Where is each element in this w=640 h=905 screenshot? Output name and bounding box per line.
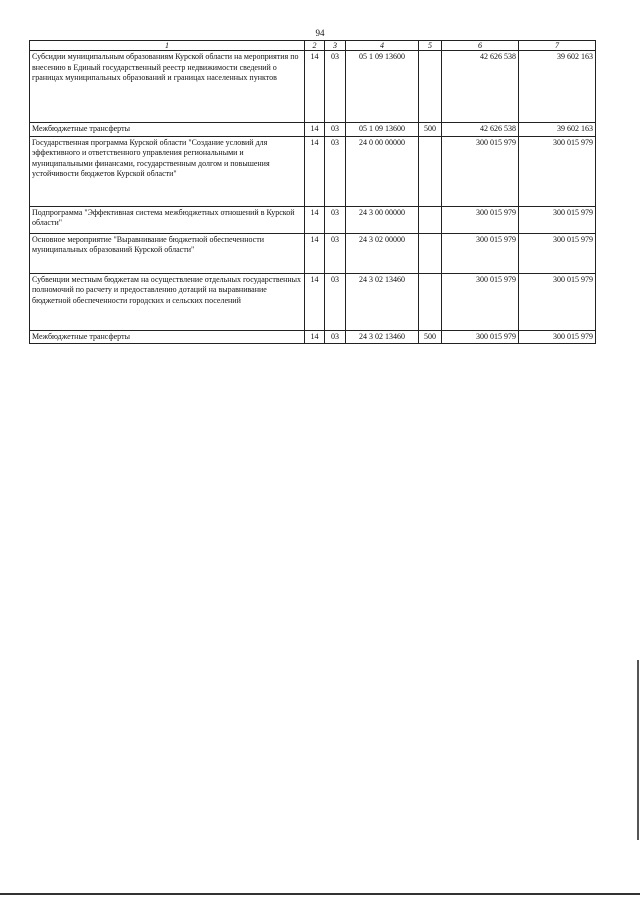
table-header-row [30, 41, 596, 51]
row-target-code: 24 3 02 00000 [346, 233, 419, 273]
row-section: 14 [305, 51, 325, 123]
row-section: 14 [305, 330, 325, 344]
row-name: Субвенции местным бюджетам на осуществление отдельных государственных полномочий по расчету и предоставлению дотаций на выравнивание бюджетной обеспеченности городских и сельских поселений [30, 273, 305, 330]
row-subsection: 03 [325, 330, 346, 344]
row-expense-type: 500 [419, 123, 442, 137]
budget-table [29, 40, 596, 344]
row-subsection: 03 [325, 233, 346, 273]
row-name: Подпрограмма "Эффективная система межбюджетных отношений в Курской области" [30, 206, 305, 233]
row-section: 14 [305, 123, 325, 137]
row-amount-2: 300 015 979 [519, 273, 596, 330]
row-target-code: 24 3 02 13460 [346, 330, 419, 344]
row-subsection: 03 [325, 273, 346, 330]
row-expense-type [419, 136, 442, 206]
page-number: 94 [315, 28, 325, 38]
table-row [30, 206, 596, 233]
row-section: 14 [305, 233, 325, 273]
row-subsection: 03 [325, 123, 346, 137]
row-amount-2: 300 015 979 [519, 330, 596, 344]
header-col-1: 1 [30, 41, 305, 51]
header-col-2: 2 [305, 41, 325, 51]
header-col-4: 4 [346, 41, 419, 51]
header-col-5: 5 [419, 41, 442, 51]
page-bottom-rule [0, 893, 640, 895]
row-target-code: 24 0 00 00000 [346, 136, 419, 206]
row-target-code: 05 1 09 13600 [346, 51, 419, 123]
row-amount-1: 42 626 538 [442, 123, 519, 137]
header-col-6: 6 [442, 41, 519, 51]
row-target-code: 24 3 02 13460 [346, 273, 419, 330]
row-target-code: 05 1 09 13600 [346, 123, 419, 137]
row-name: Межбюджетные трансферты [30, 330, 305, 344]
table-row [30, 123, 596, 137]
row-section: 14 [305, 206, 325, 233]
row-name: Субсидии муниципальным образованиям Курской области на мероприятия по внесению в Единый государственный реестр недвижимости сведений о границах муниципальных образований и границах населенных пунктов [30, 51, 305, 123]
row-amount-2: 39 602 163 [519, 123, 596, 137]
row-expense-type [419, 51, 442, 123]
row-subsection: 03 [325, 51, 346, 123]
row-subsection: 03 [325, 136, 346, 206]
row-amount-1: 42 626 538 [442, 51, 519, 123]
row-expense-type: 500 [419, 330, 442, 344]
table-row [30, 136, 596, 206]
row-section: 14 [305, 273, 325, 330]
row-amount-1: 300 015 979 [442, 206, 519, 233]
table-row [30, 51, 596, 123]
row-expense-type [419, 206, 442, 233]
row-expense-type [419, 273, 442, 330]
row-amount-2: 300 015 979 [519, 233, 596, 273]
table-row [30, 330, 596, 344]
header-col-3: 3 [325, 41, 346, 51]
row-name: Основное мероприятие "Выравнивание бюджетной обеспеченности муниципальных образований Курской области" [30, 233, 305, 273]
row-amount-2: 300 015 979 [519, 136, 596, 206]
row-name: Межбюджетные трансферты [30, 123, 305, 137]
row-name: Государственная программа Курской области "Создание условий для эффективного и ответственного управления региональными и муниципальными финансами, государственным долгом и повышения устойчивости бюджетов Курской области" [30, 136, 305, 206]
row-section: 14 [305, 136, 325, 206]
row-amount-1: 300 015 979 [442, 330, 519, 344]
row-amount-2: 39 602 163 [519, 51, 596, 123]
row-expense-type [419, 233, 442, 273]
row-target-code: 24 3 00 00000 [346, 206, 419, 233]
row-subsection: 03 [325, 206, 346, 233]
table-row [30, 273, 596, 330]
row-amount-2: 300 015 979 [519, 206, 596, 233]
row-amount-1: 300 015 979 [442, 136, 519, 206]
row-amount-1: 300 015 979 [442, 233, 519, 273]
table-row [30, 233, 596, 273]
scan-edge-mark [637, 660, 639, 840]
header-col-7: 7 [519, 41, 596, 51]
row-amount-1: 300 015 979 [442, 273, 519, 330]
